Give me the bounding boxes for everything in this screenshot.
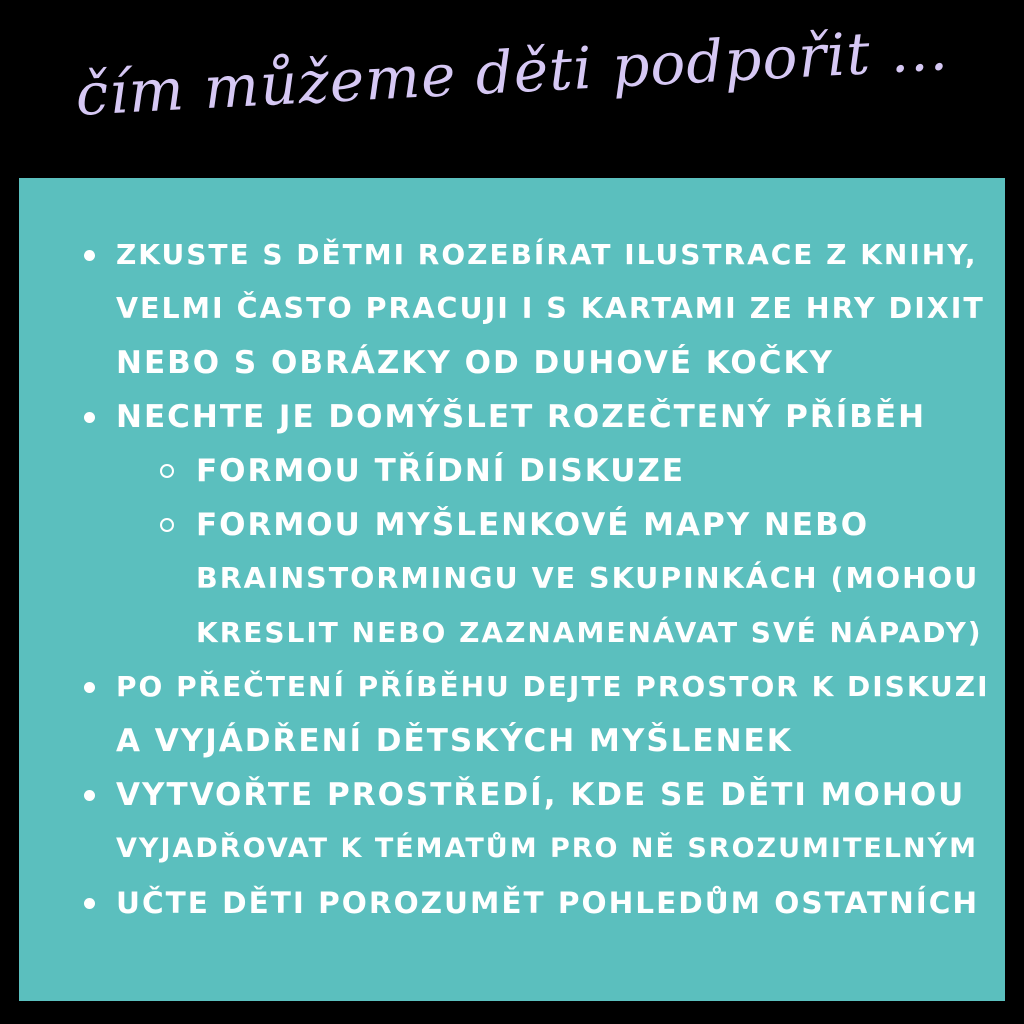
list-item xyxy=(82,768,982,876)
page-title: čím můžeme děti podpořit ... xyxy=(73,15,951,129)
bullet-icon xyxy=(84,250,95,261)
list-item xyxy=(82,660,990,768)
list-item xyxy=(82,390,982,444)
list-item xyxy=(82,228,985,390)
sub-list-item xyxy=(82,498,982,660)
item-line: NEBO S OBRÁZKY OD DUHOVÉ KOČKY xyxy=(116,345,835,381)
item-line: PO PŘEČTENÍ PŘÍBĚHU DEJTE PROSTOR K DISKUZI xyxy=(116,670,990,703)
sub-list-item xyxy=(82,444,982,498)
bullet-icon xyxy=(84,412,95,423)
hollow-bullet-icon xyxy=(160,518,174,532)
item-line: VELMI ČASTO PRACUJI I S KARTAMI ZE HRY DIXIT xyxy=(116,292,985,325)
item-line: VYJADŘOVAT K TÉMATŮM PRO NĚ SROZUMITELNÝM xyxy=(116,833,979,864)
bullet-icon xyxy=(84,682,95,693)
sub-item-line: FORMOU MYŠLENKOVÉ MAPY NEBO xyxy=(196,507,870,543)
tips-list xyxy=(82,228,990,930)
hollow-bullet-icon xyxy=(160,464,174,478)
bullet-icon xyxy=(84,790,95,801)
item-line: ZKUSTE S DĚTMI ROZEBÍRAT ILUSTRACE Z KNIHY, xyxy=(116,238,978,271)
list-item xyxy=(82,876,982,930)
item-line: VYTVOŘTE PROSTŘEDÍ, KDE SE DĚTI MOHOU xyxy=(116,777,966,813)
sub-item-line: FORMOU TŘÍDNÍ DISKUZE xyxy=(196,453,686,489)
bullet-icon xyxy=(84,898,95,909)
sub-item-line: KRESLIT NEBO ZAZNAMENÁVAT SVÉ NÁPADY) xyxy=(196,616,983,649)
item-line: A VYJÁDŘENÍ DĚTSKÝCH MYŠLENEK xyxy=(116,723,793,759)
sub-item-line: BRAINSTORMINGU VE SKUPINKÁCH (MOHOU xyxy=(196,562,980,595)
item-line: UČTE DĚTI POROZUMĚT POHLEDŮM OSTATNÍCH xyxy=(116,886,980,920)
item-line: NECHTE JE DOMÝŠLET ROZEČTENÝ PŘÍBĚH xyxy=(116,399,927,435)
